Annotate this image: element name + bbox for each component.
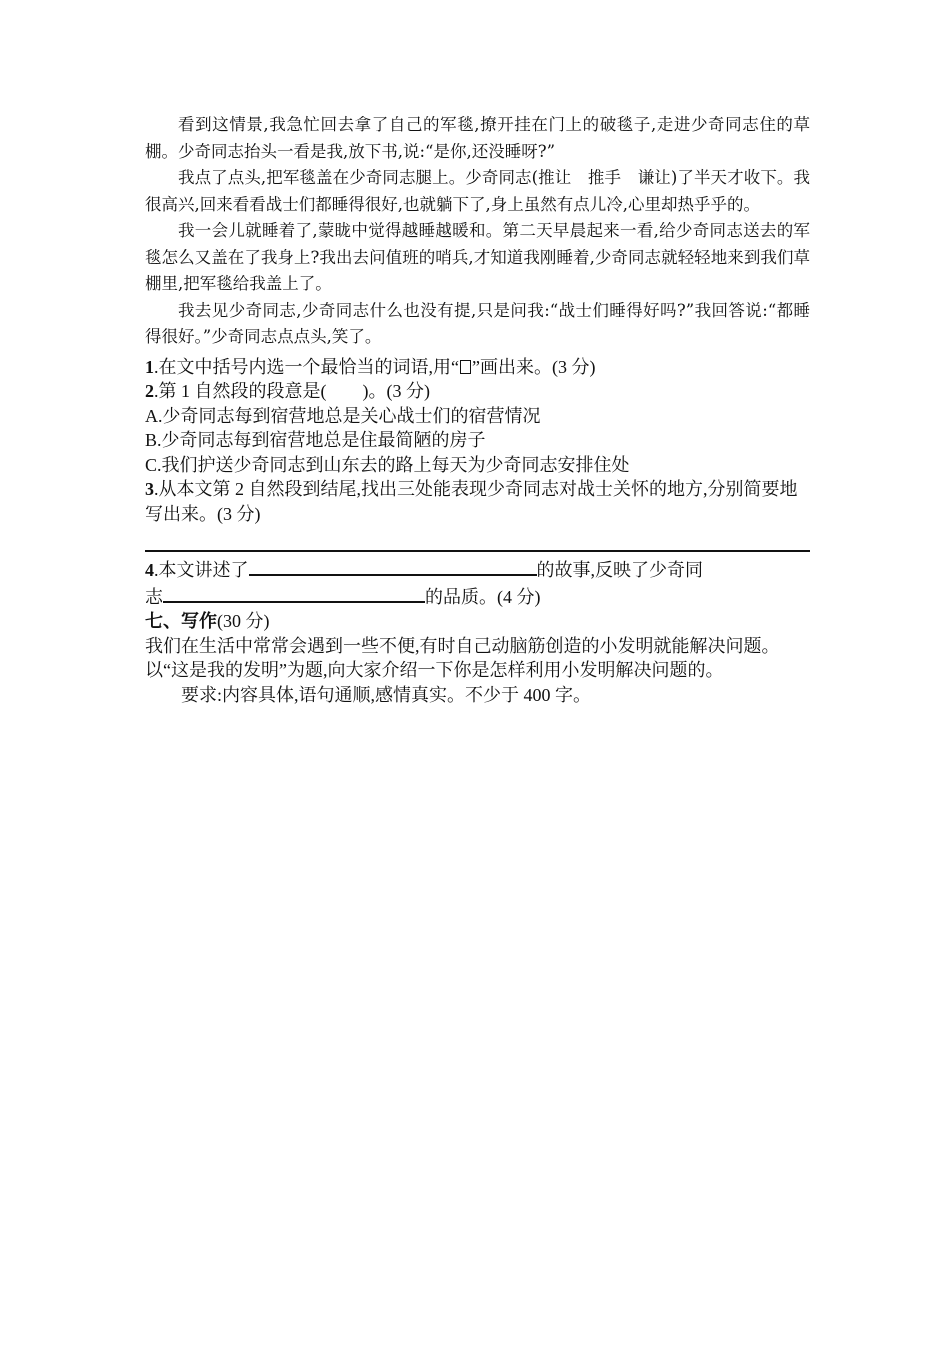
question-2 <box>145 379 810 404</box>
question-3-text: .从本文第 2 自然段到结尾,找出三处能表现少奇同志对战士关怀的地方,分别简要地写出来。(3 分) <box>145 479 798 524</box>
question-4-blank-2[interactable] <box>163 583 425 603</box>
question-1-text-after: ”画出来。(3 分) <box>472 356 596 377</box>
question-2-option-a: A.少奇同志每到宿营地总是关心战士们的宿营情况 <box>145 405 541 426</box>
writing-prompt: 我们在生活中常常会遇到一些不便,有时自己动脑筋创造的小发明就能解决问题。以“这是我的发明”为题,向大家介绍一下你是怎样利用小发明解决问题的。 <box>145 635 780 680</box>
question-4-part-2: 的故事,反映了少奇同 <box>536 560 703 580</box>
question-4-line-2 <box>145 583 810 610</box>
question-4-part-3: 志 <box>145 586 163 607</box>
question-4-blank-1[interactable] <box>249 556 537 576</box>
passage-paragraph-4: 我去见少奇同志,少奇同志什么也没有提,只是问我:“战士们睡得好吗?”我回答说:“都睡得很好。”少奇同志点点头,笑了。 <box>145 300 810 346</box>
question-4 <box>145 556 810 583</box>
question-2-text: .第 1 自然段的段意是( )。(3 分) <box>154 381 430 401</box>
box-mark-icon <box>460 360 471 374</box>
question-3 <box>145 477 810 526</box>
question-4-number: 4 <box>145 560 154 580</box>
question-3-answer-line[interactable] <box>145 550 810 552</box>
passage-paragraph-3: 我一会儿就睡着了,蒙眬中觉得越睡越暖和。第二天早晨起来一看,给少奇同志送去的军毯怎么又盖在了我身上?我出去问值班的哨兵,才知道我刚睡着,少奇同志就轻轻地来到我们草棚里,把军毯给我盖上了。 <box>145 221 810 293</box>
writing-heading: 七、写作 <box>145 611 217 631</box>
writing-section-heading <box>145 609 810 634</box>
passage-paragraph-2: 我点了点头,把军毯盖在少奇同志腿上。少奇同志(推让 推手 谦让)了半天才收下。我很高兴,回来看看战士们都睡得很好,也就躺下了,身上虽然有点儿冷,心里却热乎乎的。 <box>145 168 810 214</box>
question-3-number: 3 <box>145 479 154 499</box>
question-2-option-b: B.少奇同志每到宿营地总是住最简陋的房子 <box>145 430 486 450</box>
question-2-option-c: C.我们护送少奇同志到山东去的路上每天为少奇同志安排住处 <box>145 454 630 475</box>
question-1 <box>145 355 810 380</box>
writing-requirement: 要求:内容具体,语句通顺,感情真实。不少于 400 字。 <box>181 684 591 705</box>
passage-paragraph-1: 看到这情景,我急忙回去拿了自己的军毯,撩开挂在门上的破毯子,走进少奇同志住的草棚。少奇同志抬头一看是我,放下书,说:“是你,还没睡呀?” <box>145 115 810 161</box>
writing-score: (30 分) <box>217 611 270 631</box>
question-2-number: 2 <box>145 381 154 401</box>
exam-page <box>145 112 810 707</box>
question-1-number: 1 <box>145 356 154 377</box>
question-4-part-4: 的品质。(4 分) <box>425 586 541 607</box>
question-1-text-before: .在文中括号内选一个最恰当的词语,用“ <box>154 356 459 377</box>
question-4-part-1: .本文讲述了 <box>154 560 249 580</box>
